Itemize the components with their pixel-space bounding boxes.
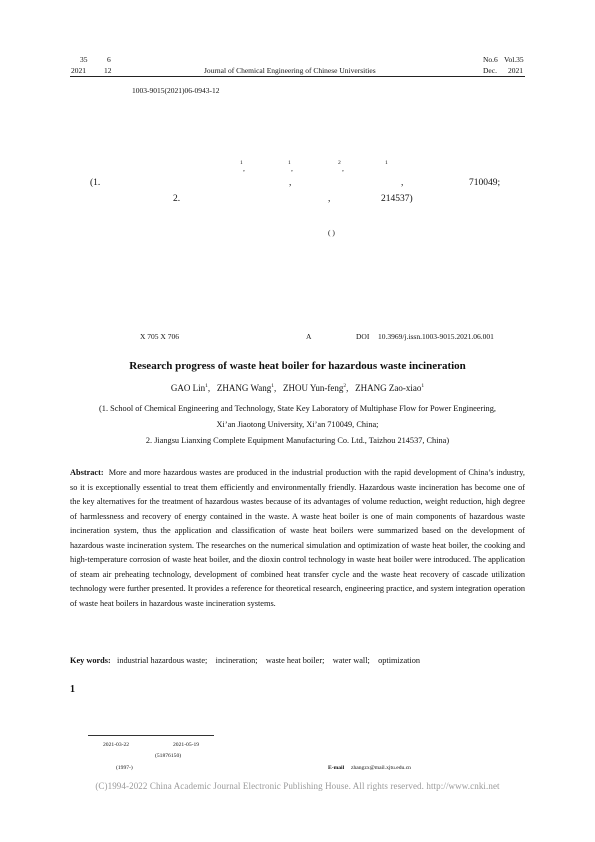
affiliation-line: 2. Jiangsu Lianxing Complete Equipment Manufacturing Co. Ltd., Taizhou 214537, China) [145,436,450,445]
header-issue-cn: 6 [107,55,111,64]
cn-affil-line2-start: 2. [173,194,181,204]
header-volume-cn: 35 [80,55,88,64]
paper-title-en: Research progress of waste heat boiler for hazardous waste incineration [129,360,466,372]
affiliation-line: (1. School of Chemical Engineering and Technology, State Key Laboratory of Multiphase Flow for Power Engineering, [99,404,496,413]
footnote-fund-number: (51876150) [155,753,182,759]
author-list-en [60,383,535,393]
footnote-rule [88,735,214,736]
header-rule [70,76,525,77]
header-month-en: Dec. [483,66,497,75]
affiliation-line: Xi’an Jiaotong University, Xi’an 710049, China; [216,420,379,429]
cn-author-comma: , [243,164,245,173]
clc-number: X 705 X 706 [140,332,179,341]
author-affil-mark: 1 [421,383,425,389]
keyword: waste heat boiler; [265,656,325,665]
cn-affil-line2-comma: , [328,194,331,204]
cn-affil-line2-zip: 214537) [381,194,413,204]
footnote-author-bio: (1997-) [116,765,133,771]
cn-affil-line1-start: (1. [90,178,101,188]
cn-affil-line1-comma: , [401,178,404,188]
keyword: water wall; [332,656,370,665]
article-number: 1003-9015(2021)06-0943-12 [132,86,220,95]
doi-value: 10.3969/j.issn.1003-9015.2021.06.001 [378,332,494,341]
cn-author-mark: 1 [288,160,291,166]
author-name: GAO Lin [170,383,206,393]
cn-affil-line1-comma: , [289,178,292,188]
header-year-en: 2021 [508,66,523,75]
abstract-text: More and more hazardous wastes are produced in the industrial production with the rapid development of China’s industry, so it is exceptionally essential to treat them efficiently and environmentally friendly. Hazardous waste incineration has become one of the key alternatives for the treatment of hazardous wastes because of its advantages of volume reduction, weight reduction, high degree of harmlessness and recovery of energy contained in the waste. A waste heat boiler is one of main components of hazardous waste incineration system, thus the application and classification of waste heat boilers were summarized based on the development of hazardous waste incineration system. The researches on the numerical simulation and optimization of waste heat boiler, the cooking and high-temperature corrosion of waste heat boiler, and the dioxin control technology in waste heat boiler were introduced. The application of steam air preheating technology, development of combined heat transfer cycle and the waste heat recovery of cascade utilization technology were further presented. It provides a reference for theoretical research, engineering practice, and system integration operation of waste heat boilers in hazardous waste incineration systems. [70,468,525,608]
author-separator: , [346,383,353,393]
cn-author-comma: , [291,164,293,173]
author-affil-mark: 1 [271,383,274,389]
cn-affil-line1-zip: 710049; [469,178,501,188]
section-heading-1: 1 [70,684,75,695]
author-separator: , [273,383,281,393]
abstract-label: Abstract: [70,468,104,477]
footnote-received-date: 2021-03-22 [103,742,130,748]
abstract-en [70,466,525,611]
header-volume-en: Vol.35 [504,55,524,64]
cn-abstract-parenthesis: ( ) [328,228,335,237]
header-journal-name: Journal of Chemical Engineering of Chinese Universities [204,66,376,75]
header-year-cn: 2021 [71,66,86,75]
author-separator: , [207,383,215,393]
footnote-email[interactable]: zhangzx@mail.xjtu.edu.cn [351,765,411,771]
author-name: ZHOU Yun-feng [282,383,344,393]
cn-author-mark: 1 [240,160,243,166]
author-name: ZHANG Zao-xiao [355,383,422,393]
copyright-notice: (C)1994-2022 China Academic Journal Electronic Publishing House. All rights reserved. http://www.cnki.net [95,781,500,791]
author-name: ZHANG Wang [216,383,272,393]
header-month-cn: 12 [104,66,112,75]
keywords-en [70,656,420,665]
footnote-revised-date: 2021-05-19 [173,742,200,748]
cn-author-comma: , [342,164,344,173]
document-code: A [306,332,312,341]
keyword: optimization [378,656,421,665]
keyword: incineration; [215,656,258,665]
author-affil-mark: 1 [205,383,208,389]
cn-author-mark: 1 [385,160,388,166]
author-affil-mark: 2 [343,383,347,389]
header-issue-en: No.6 [483,55,498,64]
keywords-label: Key words: [70,656,111,665]
footnote-email-label: E-mail [328,765,345,771]
cn-author-mark: 2 [338,160,341,166]
doi-label: DOI [356,332,370,341]
keyword: industrial hazardous waste; [117,656,208,665]
